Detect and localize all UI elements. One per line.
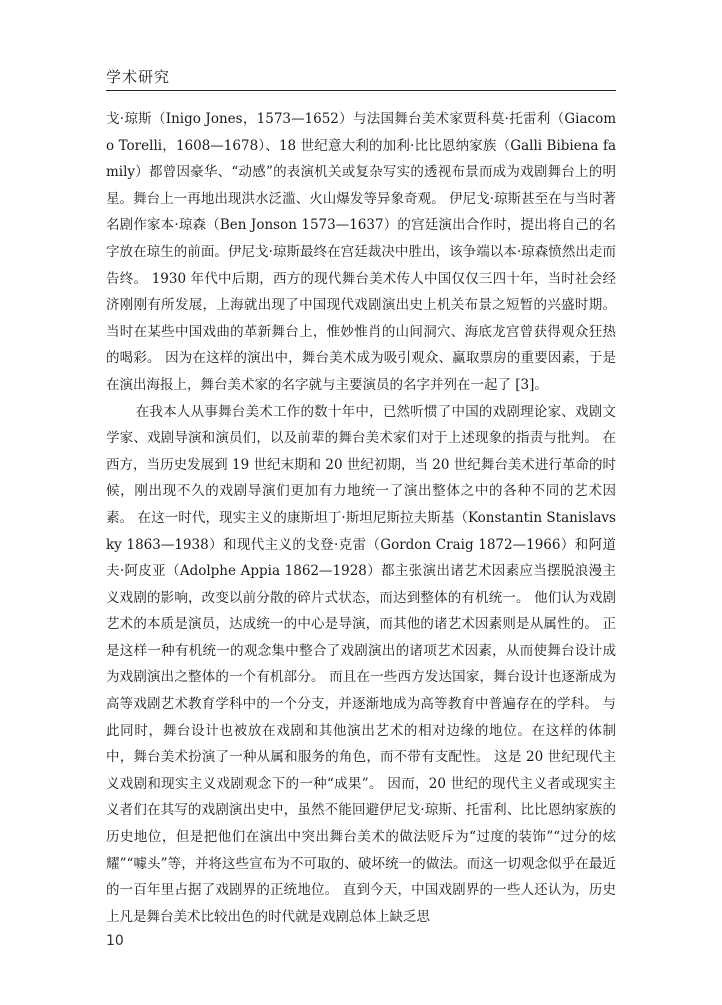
paragraph-continuation: 戈·琼斯（Inigo Jones，1573—1652）与法国舞台美术家贾科莫·托雷利（Giacomo Torelli，1608—1678）、18 世纪意大利的加利·比比恩纳家族（Galli Bibiena family）都曾因豪华、“动感”的表演机关或复杂写实的透视布景而成为戏剧舞台上的明星。舞台上一再地出现洪水泛滥、火山爆发等异象奇观。 伊尼戈·琼斯甚至在与当时著名剧作家本·琼森（Ben Jonson 1573—1637）的宫廷演出合作时，提出将自己的名字放在琼生的前面。伊尼戈·琼斯最终在宫廷裁决中胜出，该争端以本·琼森愤然出走而告终。 1930 年代中后期，西方的现代舞台美术传人中国仅仅三四十年，当时社会经济刚刚有所发展，上海就出现了中国现代戏剧演出史上机关布景之短暂的兴盛时期。 当时在某些中国戏曲的革新舞台上，惟妙惟肖的山间洞穴、海底龙宫曾获得观众狂热的喝彩。 因为在这样的演出中，舞台美术成为吸引观众、赢取票房的重要因素，于是在演出海报上，舞台美术家的名字就与主要演员的名字并列在一起了 [3]。 xyxy=(106,111,616,393)
body-text xyxy=(106,106,616,930)
running-header xyxy=(106,66,616,91)
page-number: 10 xyxy=(106,933,124,949)
header-title: 学术研究 xyxy=(106,68,171,86)
paragraph: 在我本人从事舞台美术工作的数十年中，已然听惯了中国的戏剧理论家、戏剧文学家、戏剧导演和演员们，以及前辈的舞台美术家们对于上述现象的指责与批判。 在西方，当历史发展到 19 世纪末期和 20 世纪初期，当 20 世纪舞台美术进行革命的时候，刚出现不久的戏剧导演们更加有力地统一了演出整体之中的各种不同的艺术因素。 在这一时代，现实主义的康斯坦丁·斯坦尼斯拉夫斯基（Konstantin Stanislavsky 1863—1938）和现代主义的戈登·克雷（Gordon Craig 1872—1966）和阿道夫·阿皮亚（Adolphe Appia 1862—1928）都主张演出诸艺术因素应当摆脱浪漫主义戏剧的影响，改变以前分散的碎片式状态，而达到整体的有机统一。 他们认为戏剧艺术的本质是演员，达成统一的中心是导演，而其他的诸艺术因素则是从属性的。 正是这样一种有机统一的观念集中整合了戏剧演出的诸项艺术因素，从而使舞台设计成为戏剧演出之整体的一个有机部分。 而且在一些西方发达国家，舞台设计也逐渐成为高等戏剧艺术教育学科中的一个分支，并逐渐地成为高等教育中普遍存在的学科。 与此同时，舞台设计也被放在戏剧和其他演出艺术的相对边缘的地位。在这样的体制中，舞台美术扮演了一种从属和服务的角色，而不带有支配性。 这是 20 世纪现代主义戏剧和现实主义戏剧观念下的一种“成果”。 因而，20 世纪的现代主义者或现实主义者们在其写的戏剧演出史中，虽然不能回避伊尼戈·琼斯、托雷利、比比恩纳家族的历史地位，但是把他们在演出中突出舞台美术的做法贬斥为“过度的装饰”“过分的炫耀”“噱头”等，并将这些宣布为不可取的、破坏统一的做法。而这一切观念似乎在最近的一百年里占据了戏剧界的正统地位。 直到今天，中国戏剧界的一些人还认为，历史上凡是舞台美术比较出色的时代就是戏剧总体上缺乏思 xyxy=(106,403,616,925)
